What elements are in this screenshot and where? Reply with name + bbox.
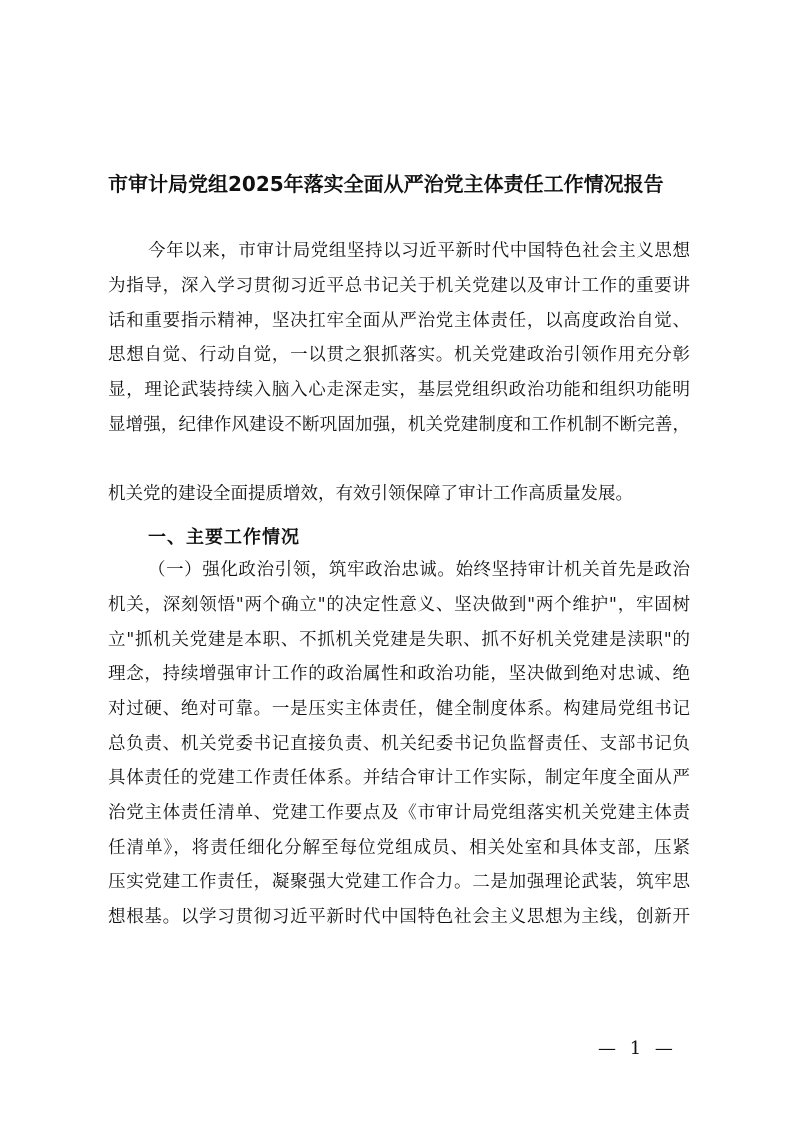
text-line: 显，理论武装持续入脑入心走深走实，基层党组织政治功能和组织功能明: [108, 380, 690, 400]
text-line: 思想自觉、行动自觉，一以贯之狠抓落实。机关党建政治引领作用充分彰: [108, 345, 690, 365]
text-line: （一）强化政治引领，筑牢政治忠诚。始终坚持审计机关首先是政治: [148, 560, 690, 580]
text-line: 想根基。以学习贯彻习近平新时代中国特色社会主义思想为主线，创新开: [108, 907, 690, 927]
page-number: — 1 —: [598, 1038, 677, 1059]
text-line: 今年以来，市审计局党组坚持以习近平新时代中国特色社会主义思想: [148, 241, 690, 261]
text-line: 为指导，深入学习贯彻习近平总书记关于机关党建以及审计工作的重要讲: [108, 276, 690, 296]
text-line: 压实党建工作责任，凝聚强大党建工作合力。二是加强理论武装，筑牢思: [108, 872, 690, 892]
text-line: 机关，深刻领悟"两个确立"的决定性意义、坚决做到"两个维护"，牢固树: [108, 595, 690, 615]
text-line: 理念，持续增强审计工作的政治属性和政治功能，坚决做到绝对忠诚、绝: [108, 664, 690, 684]
text-line: 话和重要指示精神，坚决扛牢全面从严治党主体责任，以高度政治自觉、: [108, 311, 690, 331]
text-line: 显增强，纪律作风建设不断巩固加强，机关党建制度和工作机制不断完善，: [108, 415, 690, 435]
document-title: 市审计局党组2025年落实全面从严治党主体责任工作情况报告: [108, 172, 664, 196]
text-line: 机关党的建设全面提质增效，有效引领保障了审计工作高质量发展。: [108, 484, 633, 504]
text-line: 任清单》，将责任细化分解至每位党组成员、相关处室和具体支部，压紧: [108, 838, 690, 858]
text-line: 对过硬、绝对可靠。一是压实主体责任，健全制度体系。构建局党组书记: [108, 699, 690, 719]
text-line: 立"抓机关党建是本职、不抓机关党建是失职、抓不好机关党建是渎职"的: [108, 630, 690, 650]
text-line: 总负责、机关党委书记直接负责、机关纪委书记负监督责任、支部书记负: [108, 734, 690, 754]
text-line: 治党主体责任清单、党建工作要点及《市审计局党组落实机关党建主体责: [108, 803, 690, 823]
section-heading: 一、主要工作情况: [148, 527, 300, 548]
text-line: 具体责任的党建工作责任体系。并结合审计工作实际，制定年度全面从严: [108, 768, 690, 788]
